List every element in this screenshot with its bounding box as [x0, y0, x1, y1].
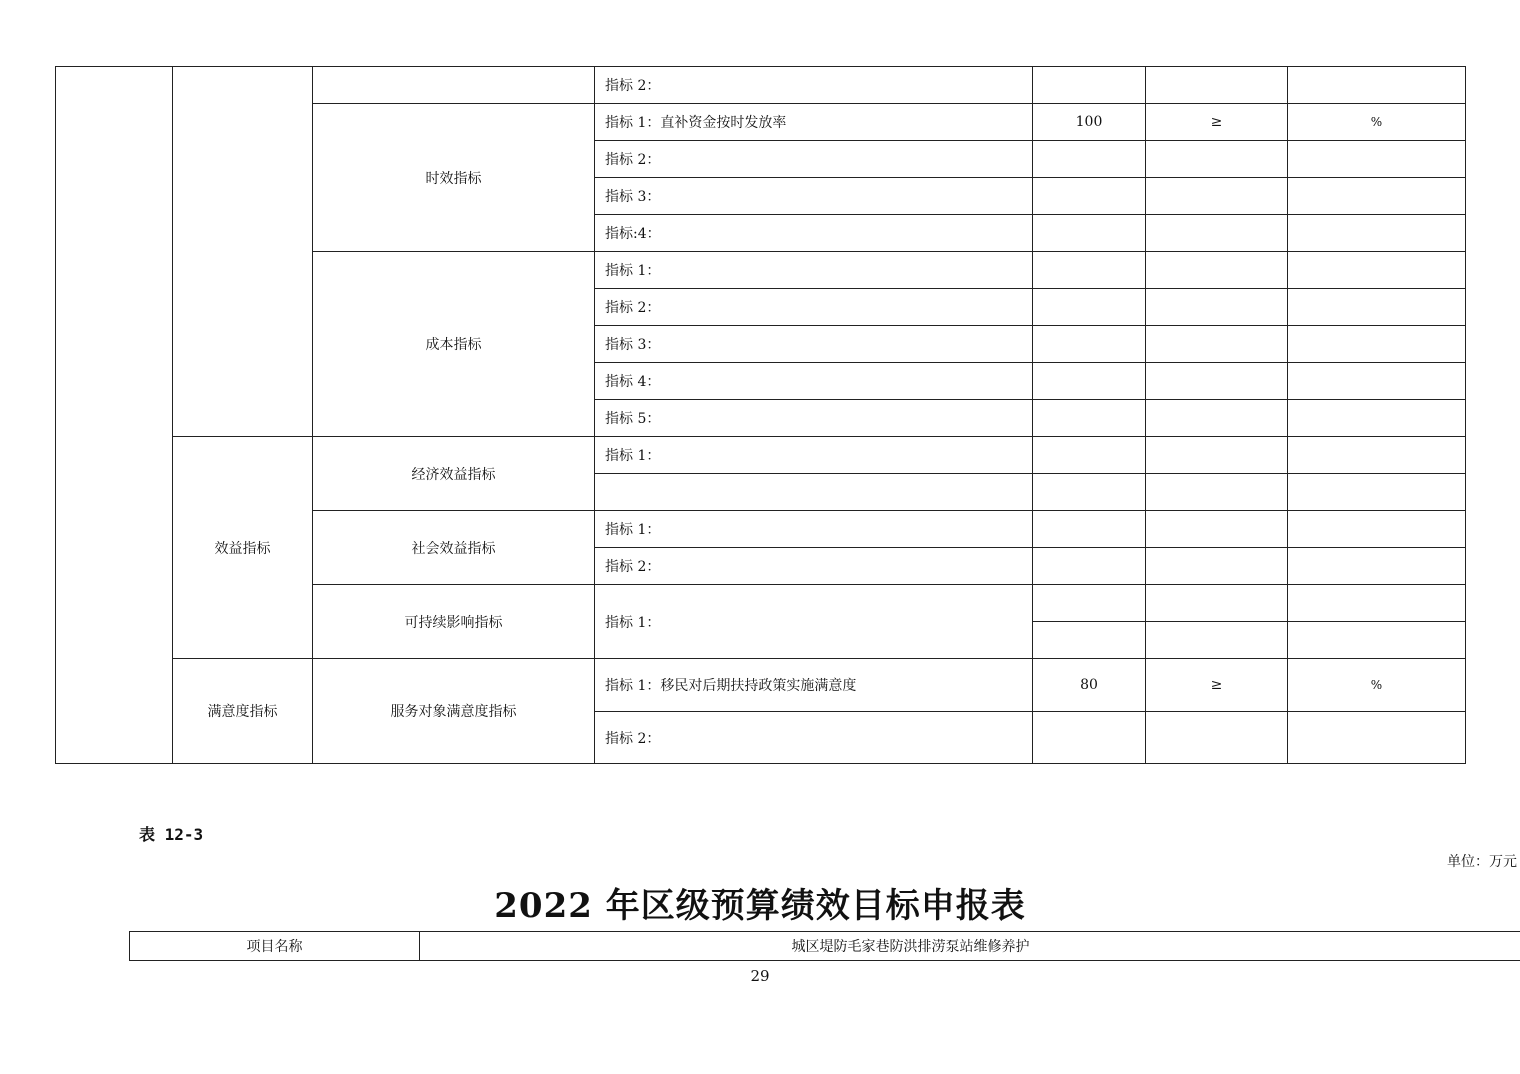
indicator-value-cell [1033, 511, 1146, 548]
indicator-operator-cell: ≥ [1146, 659, 1288, 712]
level3-category-cell: 服务对象满意度指标 [313, 659, 595, 764]
level2-category-cell: 满意度指标 [173, 659, 313, 764]
level3-category-cell: 时效指标 [313, 104, 595, 252]
level3-category-cell [313, 67, 595, 104]
indicator-cell: 指标 2： [595, 67, 1033, 104]
indicator-cell: 指标 1： [595, 511, 1033, 548]
indicator-value-cell [1033, 215, 1146, 252]
indicator-unit-cell [1288, 215, 1466, 252]
indicator-unit-cell [1288, 252, 1466, 289]
table-number: 表 12-3 [139, 825, 204, 844]
indicator-unit-cell [1288, 289, 1466, 326]
level3-category-cell: 可持续影响指标 [313, 585, 595, 659]
indicator-cell: 指标 2： [595, 141, 1033, 178]
indicator-unit-cell: % [1288, 104, 1466, 141]
indicator-cell: 指标 1： [595, 252, 1033, 289]
indicator-operator-cell [1146, 511, 1288, 548]
indicator-unit-cell [1288, 622, 1466, 659]
indicator-value-cell [1033, 326, 1146, 363]
table-row [130, 932, 1520, 961]
indicator-operator-cell [1146, 548, 1288, 585]
indicator-unit-cell [1288, 67, 1466, 104]
indicator-unit-cell [1288, 326, 1466, 363]
indicator-value-cell [1033, 622, 1146, 659]
indicator-cell: 指标 4： [595, 363, 1033, 400]
indicator-value-cell [1033, 548, 1146, 585]
indicator-operator-cell [1146, 622, 1288, 659]
indicator-cell: 指标 2： [595, 289, 1033, 326]
table-row [56, 67, 1466, 104]
indicator-unit-cell [1288, 437, 1466, 474]
indicator-unit-cell [1288, 548, 1466, 585]
indicator-cell [595, 474, 1033, 511]
level3-category-cell: 经济效益指标 [313, 437, 595, 511]
indicator-operator-cell [1146, 326, 1288, 363]
indicator-unit-cell [1288, 178, 1466, 215]
indicator-value-cell [1033, 289, 1146, 326]
project-name-label: 项目名称 [130, 932, 420, 961]
indicator-value-cell [1033, 141, 1146, 178]
indicator-value-cell: 80 [1033, 659, 1146, 712]
indicator-value-cell: 100 [1033, 104, 1146, 141]
indicator-operator-cell [1146, 712, 1288, 764]
indicator-cell: 指标 1： [595, 585, 1033, 659]
indicator-unit-cell [1288, 585, 1466, 622]
indicator-unit-cell [1288, 474, 1466, 511]
indicator-cell: 指标 1：直补资金按时发放率 [595, 104, 1033, 141]
indicator-unit-cell: % [1288, 659, 1466, 712]
indicator-value-cell [1033, 585, 1146, 622]
indicator-value-cell [1033, 178, 1146, 215]
indicator-cell: 指标 3： [595, 326, 1033, 363]
indicator-cell: 指标 2： [595, 712, 1033, 764]
indicator-cell: 指标 2： [595, 548, 1033, 585]
level3-category-cell: 社会效益指标 [313, 511, 595, 585]
indicator-unit-cell [1288, 363, 1466, 400]
indicator-value-cell [1033, 363, 1146, 400]
project-name-value: 城区堤防毛家巷防洪排涝泵站维修养护 [420, 932, 1520, 961]
indicator-operator-cell: ≥ [1146, 104, 1288, 141]
indicator-value-cell [1033, 67, 1146, 104]
indicator-operator-cell [1146, 178, 1288, 215]
level2-category-cell [173, 67, 313, 437]
indicator-operator-cell [1146, 437, 1288, 474]
indicator-cell: 指标 1：移民对后期扶持政策实施满意度 [595, 659, 1033, 712]
indicator-operator-cell [1146, 363, 1288, 400]
indicator-value-cell [1033, 474, 1146, 511]
indicator-operator-cell [1146, 67, 1288, 104]
level2-category-cell: 效益指标 [173, 437, 313, 659]
indicator-operator-cell [1146, 289, 1288, 326]
indicator-operator-cell [1146, 215, 1288, 252]
performance-indicator-table [55, 66, 1466, 764]
indicator-unit-cell [1288, 141, 1466, 178]
indicator-value-cell [1033, 252, 1146, 289]
table-row [56, 437, 1466, 474]
indicator-cell: 指标 1： [595, 437, 1033, 474]
report-title: 2022 年区级预算绩效目标申报表 [494, 886, 1026, 926]
indicator-operator-cell [1146, 585, 1288, 622]
table-row [56, 659, 1466, 712]
indicator-value-cell [1033, 400, 1146, 437]
level3-category-cell: 成本指标 [313, 252, 595, 437]
indicator-cell: 指标 5： [595, 400, 1033, 437]
indicator-unit-cell [1288, 511, 1466, 548]
indicator-unit-cell [1288, 712, 1466, 764]
indicator-value-cell [1033, 437, 1146, 474]
indicator-operator-cell [1146, 141, 1288, 178]
indicator-unit-cell [1288, 400, 1466, 437]
unit-label: 单位：万元 [1447, 854, 1517, 870]
project-info-table [129, 931, 1520, 961]
indicator-value-cell [1033, 712, 1146, 764]
indicator-operator-cell [1146, 474, 1288, 511]
indicator-operator-cell [1146, 400, 1288, 437]
page-number: 29 [750, 967, 770, 985]
indicator-cell: 指标 3： [595, 178, 1033, 215]
indicator-cell: 指标:4： [595, 215, 1033, 252]
level1-category-cell [56, 67, 173, 764]
indicator-operator-cell [1146, 252, 1288, 289]
